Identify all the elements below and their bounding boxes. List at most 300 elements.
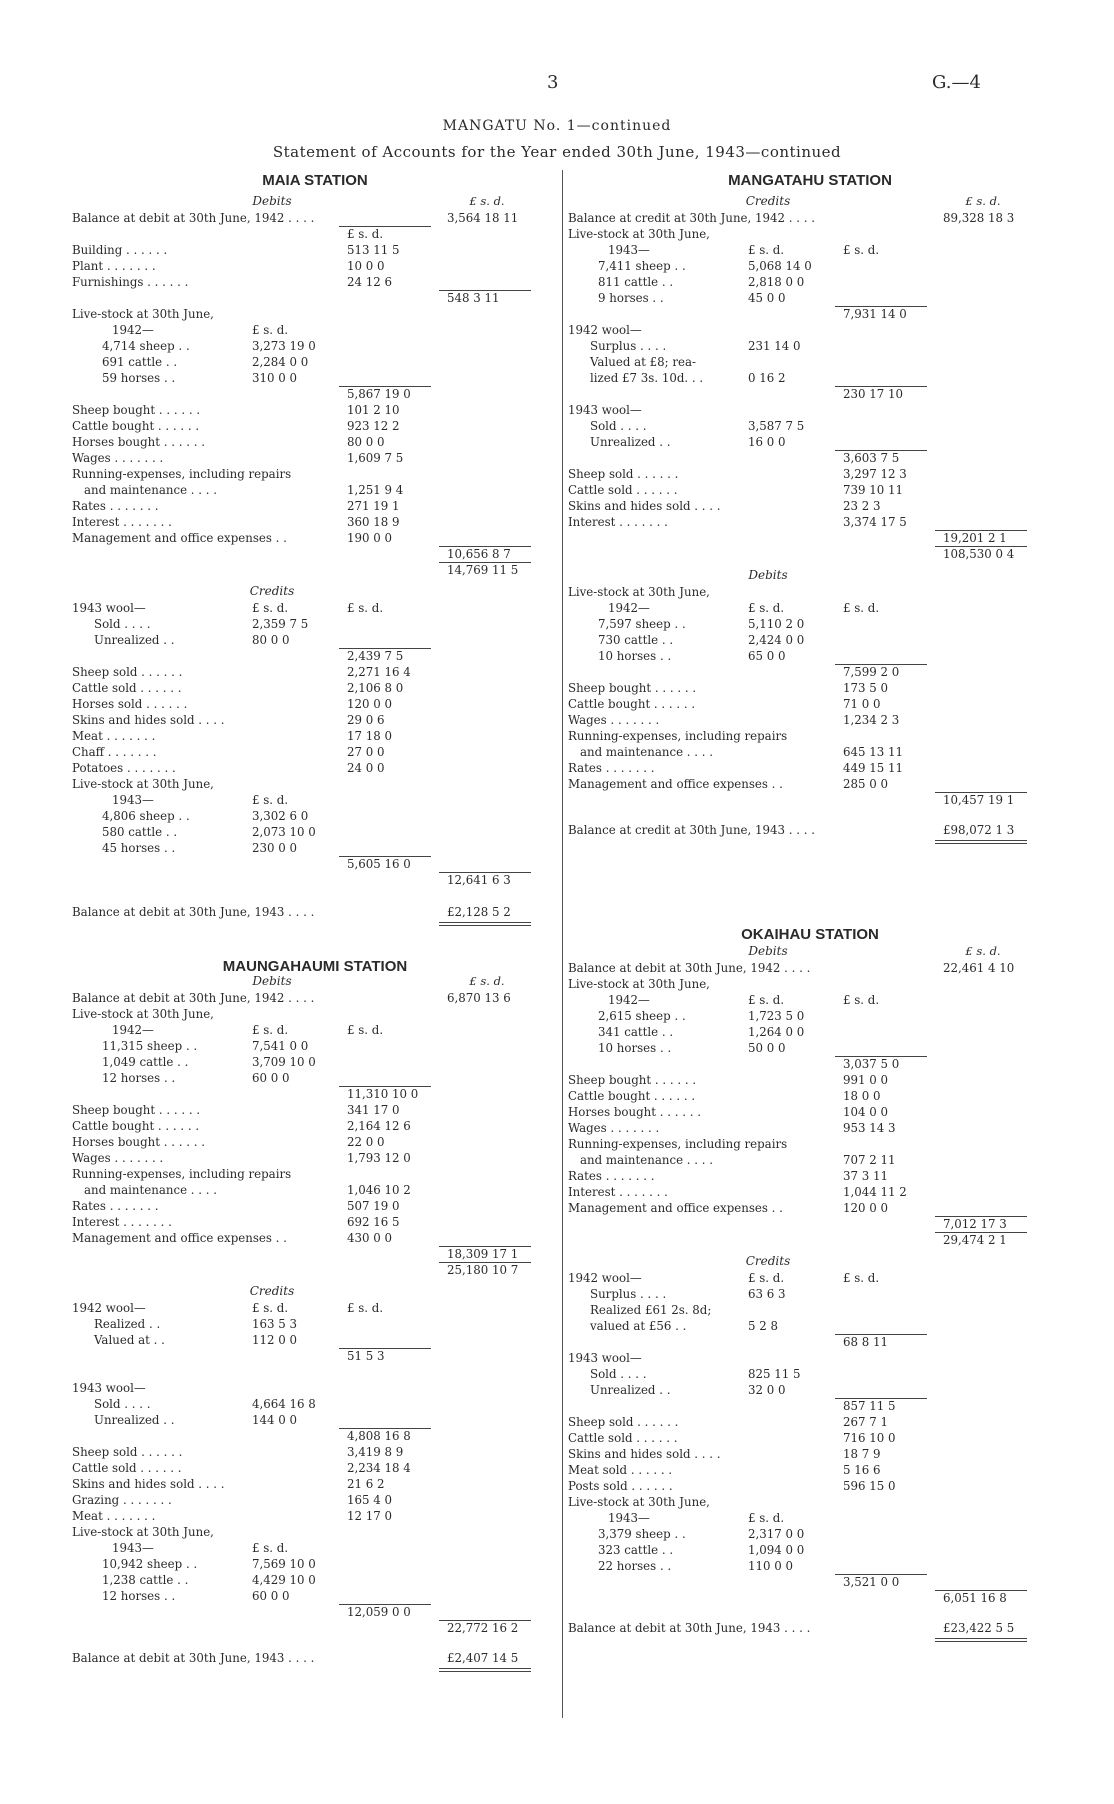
maungahaumi-credit-label: Cattle sold . . . . . . <box>72 1461 182 1475</box>
mangatahu-debit-amount: 71 0 0 <box>843 697 881 711</box>
maia-credit-label: Skins and hides sold . . . . <box>72 713 225 727</box>
maia-row <box>72 562 562 578</box>
maia-lsd-heading: £ s. d. <box>469 194 505 208</box>
maungahaumi-credit-subtotal-rule <box>339 1604 431 1605</box>
maungahaumi-credit-label: 1943 wool— <box>72 1381 146 1395</box>
maungahaumi-subtotal-rule <box>339 1086 431 1087</box>
okaihau-credit-row <box>568 1542 1058 1558</box>
okaihau-credit-label: valued at £56 . . <box>590 1319 687 1333</box>
okaihau-label: Sheep bought . . . . . . <box>568 1073 697 1087</box>
maia-amount: 3,273 19 0 <box>252 339 316 353</box>
maungahaumi-credit-row <box>72 1316 562 1332</box>
maungahaumi-credit-subtotal-rule <box>339 1428 431 1429</box>
maia-amount: 14,769 11 5 <box>447 563 519 577</box>
maia-closing-balance-label: Balance at debit at 30th June, 1943 . . . . <box>72 905 315 919</box>
maungahaumi-credit-row <box>72 1604 562 1620</box>
maia-credit-amount: 27 0 0 <box>347 745 385 759</box>
maungahaumi-row <box>72 1086 562 1102</box>
okaihau-label: Wages . . . . . . . <box>568 1121 660 1135</box>
okaihau-credit-label: Cattle sold . . . . . . <box>568 1431 678 1445</box>
mangatahu-row <box>568 498 1058 514</box>
okaihau-credit-amount: 32 0 0 <box>748 1383 786 1397</box>
maia-row <box>72 386 562 402</box>
maungahaumi-credit-row <box>72 1460 562 1476</box>
maia-debits-heading: Debits <box>252 194 292 208</box>
maia-credit-label: Unrealized . . <box>94 633 175 647</box>
maia-row <box>72 530 562 546</box>
maia-subtotal-rule <box>439 290 531 291</box>
maia-row <box>72 322 562 338</box>
mangatahu-debit-subtotal-rule <box>935 792 1027 793</box>
maia-subtotal-rule <box>339 386 431 387</box>
maia-credit-row <box>72 872 562 888</box>
okaihau-label: 341 cattle . . <box>598 1025 674 1039</box>
okaihau-credits-heading: Credits <box>745 1254 791 1268</box>
okaihau-row <box>568 1216 1058 1232</box>
maungahaumi-credits-heading: Credits <box>249 1284 295 1298</box>
maungahaumi-row <box>72 1230 562 1246</box>
maungahaumi-credit-amount: 22,772 16 2 <box>447 1621 519 1635</box>
document-code: G.—4 <box>932 72 981 93</box>
mangatahu-debit-label: Rates . . . . . . . <box>568 761 655 775</box>
maungahaumi-double-rule-2 <box>439 1671 531 1672</box>
mangatahu-debit-label: 1942— <box>608 601 650 615</box>
okaihau-row <box>568 1040 1058 1056</box>
okaihau-credit-subtotal-rule <box>835 1574 927 1575</box>
maungahaumi-station-title: MAUNGAHAUMI STATION <box>222 958 408 975</box>
maungahaumi-amount: 60 0 0 <box>252 1071 290 1085</box>
maungahaumi-credit-row <box>72 1572 562 1588</box>
mangatahu-debit-label: Live-stock at 30th June, <box>568 585 710 599</box>
maungahaumi-row <box>72 1198 562 1214</box>
maungahaumi-amount: £ s. d. <box>347 1023 384 1037</box>
okaihau-credit-amount: 3,521 0 0 <box>843 1575 900 1589</box>
maia-row <box>72 242 562 258</box>
mangatahu-row <box>568 274 1058 290</box>
mangatahu-debit-row <box>568 776 1058 792</box>
maungahaumi-credit-row <box>72 1348 562 1364</box>
maungahaumi-row <box>72 1134 562 1150</box>
okaihau-label: and maintenance . . . . <box>580 1153 714 1167</box>
maungahaumi-credit-amount: 12,059 0 0 <box>347 1605 411 1619</box>
okaihau-credit-amount: 110 0 0 <box>748 1559 794 1573</box>
okaihau-label: Running-expenses, including repairs <box>568 1137 788 1151</box>
okaihau-credit-row <box>568 1382 1058 1398</box>
maia-credit-row <box>72 728 562 744</box>
maungahaumi-amount: 341 17 0 <box>347 1103 400 1117</box>
okaihau-credit-row <box>568 1510 1058 1526</box>
mangatahu-row <box>568 514 1058 530</box>
maungahaumi-credit-amount: 165 4 0 <box>347 1493 393 1507</box>
okaihau-credit-row <box>568 1462 1058 1478</box>
maia-row <box>72 354 562 370</box>
maia-row <box>72 450 562 466</box>
maia-credit-subtotal-rule <box>339 648 431 649</box>
okaihau-amount: 18 0 0 <box>843 1089 881 1103</box>
maia-row <box>72 370 562 386</box>
okaihau-amount: £ s. d. <box>748 993 785 1007</box>
maungahaumi-credit-amount: 4,429 10 0 <box>252 1573 316 1587</box>
maungahaumi-credit-row <box>72 1412 562 1428</box>
maia-credit-amount: 2,106 8 0 <box>347 681 404 695</box>
maungahaumi-label: Running-expenses, including repairs <box>72 1167 292 1181</box>
maungahaumi-row <box>72 1102 562 1118</box>
maungahaumi-label: 12 horses . . <box>102 1071 176 1085</box>
okaihau-subtotal-rule <box>935 1216 1027 1217</box>
maungahaumi-credit-amount: 2,234 18 4 <box>347 1461 411 1475</box>
okaihau-amount: 50 0 0 <box>748 1041 786 1055</box>
maia-credit-row <box>72 648 562 664</box>
maia-credit-row <box>72 600 562 616</box>
maia-credit-amount: 2,439 7 5 <box>347 649 404 663</box>
okaihau-credit-label: 1942 wool— <box>568 1271 642 1285</box>
mangatahu-row <box>568 434 1058 450</box>
maungahaumi-credit-amount: 163 5 3 <box>252 1317 298 1331</box>
mangatahu-debit-label: Cattle bought . . . . . . <box>568 697 696 711</box>
maia-row <box>72 290 562 306</box>
okaihau-label: Cattle bought . . . . . . <box>568 1089 696 1103</box>
maungahaumi-amount: £ s. d. <box>252 1023 289 1037</box>
maia-amount: 548 3 11 <box>447 291 500 305</box>
maia-credit-label: Horses sold . . . . . . <box>72 697 188 711</box>
mangatahu-label: 811 cattle . . <box>598 275 674 289</box>
maia-label: 59 horses . . <box>102 371 176 385</box>
mangatahu-amount: 3,297 12 3 <box>843 467 907 481</box>
okaihau-credit-subtotal-rule <box>935 1590 1027 1591</box>
okaihau-row <box>568 1008 1058 1024</box>
okaihau-credit-amount: 857 11 5 <box>843 1399 896 1413</box>
maia-amount: 190 0 0 <box>347 531 393 545</box>
mangatahu-amount: 16 0 0 <box>748 435 786 449</box>
maungahaumi-label: Wages . . . . . . . <box>72 1151 164 1165</box>
maungahaumi-label: Live-stock at 30th June, <box>72 1007 214 1021</box>
maungahaumi-row <box>72 1214 562 1230</box>
maungahaumi-row <box>72 1006 562 1022</box>
okaihau-credit-label: 1943 wool— <box>568 1351 642 1365</box>
okaihau-row <box>568 960 1058 976</box>
okaihau-credit-label: Sold . . . . <box>590 1367 647 1381</box>
page-number: 3 <box>547 72 559 93</box>
maia-row <box>72 274 562 290</box>
maungahaumi-credit-amount: £ s. d. <box>252 1541 289 1555</box>
maia-label: 4,714 sheep . . <box>102 339 190 353</box>
mangatahu-row <box>568 530 1058 546</box>
okaihau-double-rule-2 <box>935 1641 1027 1642</box>
mangatahu-amount: 2,818 0 0 <box>748 275 805 289</box>
okaihau-closing-balance-label: Balance at debit at 30th June, 1943 . . . . <box>568 1621 811 1635</box>
okaihau-credit-row <box>568 1590 1058 1606</box>
maungahaumi-label: Rates . . . . . . . <box>72 1199 159 1213</box>
maia-credit-label: Potatoes . . . . . . . <box>72 761 176 775</box>
mangatahu-debit-amount: 10,457 19 1 <box>943 793 1015 807</box>
mangatahu-debit-row <box>568 680 1058 696</box>
mangatahu-label: Unrealized . . <box>590 435 671 449</box>
mangatahu-label: Cattle sold . . . . . . <box>568 483 678 497</box>
maungahaumi-credit-subtotal-rule <box>439 1620 531 1621</box>
okaihau-amount: 7,012 17 3 <box>943 1217 1007 1231</box>
mangatahu-row <box>568 402 1058 418</box>
maungahaumi-closing-balance-label: Balance at debit at 30th June, 1943 . . . . <box>72 1651 315 1665</box>
mangatahu-debit-amount: £ s. d. <box>748 601 785 615</box>
okaihau-credit-amount: 267 7 1 <box>843 1415 889 1429</box>
mangatahu-row <box>568 354 1058 370</box>
maia-label: Running-expenses, including repairs <box>72 467 292 481</box>
maia-amount: 80 0 0 <box>347 435 385 449</box>
maia-amount: 1,609 7 5 <box>347 451 404 465</box>
mangatahu-amount: 23 2 3 <box>843 499 881 513</box>
okaihau-row <box>568 1088 1058 1104</box>
maungahaumi-credit-row <box>72 1380 562 1396</box>
maia-closing-balance <box>72 904 562 920</box>
okaihau-row <box>568 1104 1058 1120</box>
maungahaumi-row <box>72 1262 562 1278</box>
maia-amount: £ s. d. <box>347 227 384 241</box>
document-subtitle: Statement of Accounts for the Year ended 30th June, 1943—continued <box>272 143 842 161</box>
maungahaumi-closing-balance-amount: £2,407 14 5 <box>447 1651 519 1665</box>
maia-credit-row <box>72 680 562 696</box>
mangatahu-closing-balance <box>568 822 1058 838</box>
maia-credit-row <box>72 792 562 808</box>
okaihau-credit-label: 1943— <box>608 1511 650 1525</box>
okaihau-row <box>568 1184 1058 1200</box>
mangatahu-label: Live-stock at 30th June, <box>568 227 710 241</box>
maungahaumi-amount: 507 19 0 <box>347 1199 400 1213</box>
maungahaumi-credit-row <box>72 1620 562 1636</box>
maia-label: Management and office expenses . . <box>72 531 287 545</box>
mangatahu-debit-label: 7,597 sheep . . <box>598 617 686 631</box>
maungahaumi-amount: 692 16 5 <box>347 1215 400 1229</box>
mangatahu-debit-row <box>568 696 1058 712</box>
okaihau-row <box>568 1136 1058 1152</box>
okaihau-credit-amount: 18 7 9 <box>843 1447 881 1461</box>
okaihau-amount: 104 0 0 <box>843 1105 889 1119</box>
maungahaumi-credit-subtotal-rule <box>339 1348 431 1349</box>
mangatahu-label: 1943 wool— <box>568 403 642 417</box>
maungahaumi-credit-label: Grazing . . . . . . . <box>72 1493 172 1507</box>
maungahaumi-amount: 25,180 10 7 <box>447 1263 519 1277</box>
maia-credit-label: 1943 wool— <box>72 601 146 615</box>
mangatahu-label: Valued at £8; rea- <box>590 355 697 369</box>
okaihau-row <box>568 1200 1058 1216</box>
maungahaumi-credit-amount: 12 17 0 <box>347 1509 393 1523</box>
maia-double-rule-2 <box>439 925 531 926</box>
mangatahu-debit-row <box>568 760 1058 776</box>
okaihau-credit-amount: 5 16 6 <box>843 1463 881 1477</box>
maungahaumi-subtotal-rule <box>439 1246 531 1247</box>
maungahaumi-credit-label: Realized . . <box>94 1317 161 1331</box>
mangatahu-amount: 7,931 14 0 <box>843 307 907 321</box>
maia-label: Live-stock at 30th June, <box>72 307 214 321</box>
mangatahu-label: 1942 wool— <box>568 323 642 337</box>
okaihau-label: Live-stock at 30th June, <box>568 977 710 991</box>
maia-credit-row <box>72 632 562 648</box>
okaihau-row <box>568 1072 1058 1088</box>
mangatahu-debit-row <box>568 632 1058 648</box>
okaihau-credit-row <box>568 1574 1058 1590</box>
maungahaumi-credit-amount: £ s. d. <box>252 1301 289 1315</box>
maungahaumi-row <box>72 1166 562 1182</box>
okaihau-amount: 120 0 0 <box>843 1201 889 1215</box>
okaihau-amount: 29,474 2 1 <box>943 1233 1007 1247</box>
okaihau-amount: 37 3 11 <box>843 1169 889 1183</box>
mangatahu-double-rule-1 <box>935 840 1027 841</box>
maia-double-rule-1 <box>439 922 531 923</box>
maungahaumi-amount: 3,709 10 0 <box>252 1055 316 1069</box>
mangatahu-row <box>568 242 1058 258</box>
maia-credit-amount: 2,271 16 4 <box>347 665 411 679</box>
okaihau-label: Interest . . . . . . . <box>568 1185 668 1199</box>
maia-credit-row <box>72 664 562 680</box>
okaihau-credit-label: 323 cattle . . <box>598 1543 674 1557</box>
maungahaumi-amount: 22 0 0 <box>347 1135 385 1149</box>
okaihau-credit-amount: 6,051 16 8 <box>943 1591 1007 1605</box>
maungahaumi-credit-amount: 51 5 3 <box>347 1349 385 1363</box>
mangatahu-amount: 739 10 11 <box>843 483 904 497</box>
okaihau-credit-row <box>568 1334 1058 1350</box>
mangatahu-label: Sheep sold . . . . . . <box>568 467 679 481</box>
okaihau-credit-row <box>568 1494 1058 1510</box>
maia-closing-balance-amount: £2,128 5 2 <box>447 905 511 919</box>
maungahaumi-subtotal-rule <box>439 1262 531 1263</box>
mangatahu-amount: 19,201 2 1 <box>943 531 1007 545</box>
maungahaumi-label: 1,049 cattle . . <box>102 1055 189 1069</box>
mangatahu-row <box>568 482 1058 498</box>
mangatahu-debit-row <box>568 600 1058 616</box>
okaihau-credit-row <box>568 1286 1058 1302</box>
okaihau-credit-amount: 68 8 11 <box>843 1335 889 1349</box>
maungahaumi-credit-label: 1,238 cattle . . <box>102 1573 189 1587</box>
okaihau-row <box>568 1056 1058 1072</box>
maia-label: and maintenance . . . . <box>84 483 218 497</box>
maia-credit-amount: 230 0 0 <box>252 841 298 855</box>
maungahaumi-credit-label: Unrealized . . <box>94 1413 175 1427</box>
okaihau-double-rule-1 <box>935 1638 1027 1639</box>
document-title: MANGATU No. 1—continued <box>442 118 672 134</box>
maungahaumi-credit-label: Meat . . . . . . . <box>72 1509 156 1523</box>
maia-credit-row <box>72 616 562 632</box>
maia-credit-amount: 24 0 0 <box>347 761 385 775</box>
maia-credit-row <box>72 840 562 856</box>
maia-amount: 923 12 2 <box>347 419 400 433</box>
mangatahu-label: Interest . . . . . . . <box>568 515 668 529</box>
mangatahu-amount: 231 14 0 <box>748 339 801 353</box>
mangatahu-debit-amount: 449 15 11 <box>843 761 904 775</box>
maia-credit-amount: 2,359 7 5 <box>252 617 309 631</box>
okaihau-credit-amount: £ s. d. <box>843 1271 880 1285</box>
maungahaumi-label: and maintenance . . . . <box>84 1183 218 1197</box>
okaihau-credit-amount: 2,317 0 0 <box>748 1527 805 1541</box>
mangatahu-row <box>568 226 1058 242</box>
mangatahu-subtotal-rule <box>835 450 927 451</box>
okaihau-amount: 1,264 0 0 <box>748 1025 805 1039</box>
okaihau-credit-label: Realized £61 2s. 8d; <box>590 1303 712 1317</box>
mangatahu-row <box>568 546 1058 562</box>
mangatahu-debit-amount: £ s. d. <box>843 601 880 615</box>
mangatahu-debit-label: and maintenance . . . . <box>580 745 714 759</box>
maia-credit-row <box>72 744 562 760</box>
maia-label: Horses bought . . . . . . <box>72 435 206 449</box>
maia-credit-amount: 17 18 0 <box>347 729 393 743</box>
okaihau-amount: 22,461 4 10 <box>943 961 1015 975</box>
okaihau-credit-subtotal-rule <box>835 1334 927 1335</box>
okaihau-credit-row <box>568 1318 1058 1334</box>
maia-amount: 3,564 18 11 <box>447 211 519 225</box>
mangatahu-subtotal-rule <box>935 530 1027 531</box>
maia-amount: 310 0 0 <box>252 371 298 385</box>
maia-credit-amount: £ s. d. <box>252 793 289 807</box>
maungahaumi-credit-label: Valued at . . <box>94 1333 165 1347</box>
maia-credit-subtotal-rule <box>439 872 531 873</box>
maungahaumi-credit-amount: 144 0 0 <box>252 1413 298 1427</box>
okaihau-credit-label: Live-stock at 30th June, <box>568 1495 710 1509</box>
maia-row <box>72 306 562 322</box>
okaihau-credit-label: Skins and hides sold . . . . <box>568 1447 721 1461</box>
maungahaumi-row <box>72 1118 562 1134</box>
maungahaumi-amount: 11,310 10 0 <box>347 1087 419 1101</box>
mangatahu-closing-balance-label: Balance at credit at 30th June, 1943 . . . . <box>568 823 816 837</box>
mangatahu-debit-amount: 65 0 0 <box>748 649 786 663</box>
maungahaumi-lsd-heading: £ s. d. <box>469 974 505 988</box>
maungahaumi-credit-row <box>72 1476 562 1492</box>
mangatahu-row <box>568 386 1058 402</box>
okaihau-closing-balance-amount: £23,422 5 5 <box>943 1621 1015 1635</box>
okaihau-subtotal-rule <box>835 1056 927 1057</box>
maia-subtotal-rule <box>339 226 431 227</box>
okaihau-credit-amount: 716 10 0 <box>843 1431 896 1445</box>
mangatahu-label: lized £7 3s. 10d. . . <box>590 371 704 385</box>
maungahaumi-credit-row <box>72 1332 562 1348</box>
maungahaumi-row <box>72 1038 562 1054</box>
maia-credit-label: Sold . . . . <box>94 617 151 631</box>
mangatahu-label: 1943— <box>608 243 650 257</box>
mangatahu-debit-amount: 173 5 0 <box>843 681 889 695</box>
mangatahu-amount: 45 0 0 <box>748 291 786 305</box>
mangatahu-row <box>568 338 1058 354</box>
mangatahu-debit-row <box>568 744 1058 760</box>
maia-credit-amount: £ s. d. <box>252 601 289 615</box>
maungahaumi-credit-row <box>72 1524 562 1540</box>
mangatahu-debit-row <box>568 728 1058 744</box>
okaihau-amount: £ s. d. <box>843 993 880 1007</box>
maungahaumi-double-rule-1 <box>439 1668 531 1669</box>
maia-amount: 101 2 10 <box>347 403 400 417</box>
maia-row <box>72 338 562 354</box>
okaihau-amount: 991 0 0 <box>843 1073 889 1087</box>
maungahaumi-credit-row <box>72 1444 562 1460</box>
mangatahu-label: Surplus . . . . <box>590 339 667 353</box>
mangatahu-debit-row <box>568 648 1058 664</box>
maungahaumi-credit-row <box>72 1300 562 1316</box>
mangatahu-debits-heading: Debits <box>748 568 788 582</box>
okaihau-amount: 707 2 11 <box>843 1153 896 1167</box>
okaihau-label: 1942— <box>608 993 650 1007</box>
maia-credit-amount: £ s. d. <box>347 601 384 615</box>
maungahaumi-label: Cattle bought . . . . . . <box>72 1119 200 1133</box>
maia-label: Plant . . . . . . . <box>72 259 156 273</box>
maia-label: Building . . . . . . <box>72 243 168 257</box>
okaihau-subtotal-rule <box>935 1232 1027 1233</box>
maungahaumi-closing-balance <box>72 1650 562 1666</box>
maungahaumi-credit-amount: £ s. d. <box>347 1301 384 1315</box>
maia-row <box>72 546 562 562</box>
maia-label: Cattle bought . . . . . . <box>72 419 200 433</box>
mangatahu-row <box>568 466 1058 482</box>
mangatahu-row <box>568 450 1058 466</box>
mangatahu-debit-label: Wages . . . . . . . <box>568 713 660 727</box>
mangatahu-subtotal-rule <box>835 306 927 307</box>
okaihau-credit-row <box>568 1350 1058 1366</box>
okaihau-credit-amount: 63 6 3 <box>748 1287 786 1301</box>
